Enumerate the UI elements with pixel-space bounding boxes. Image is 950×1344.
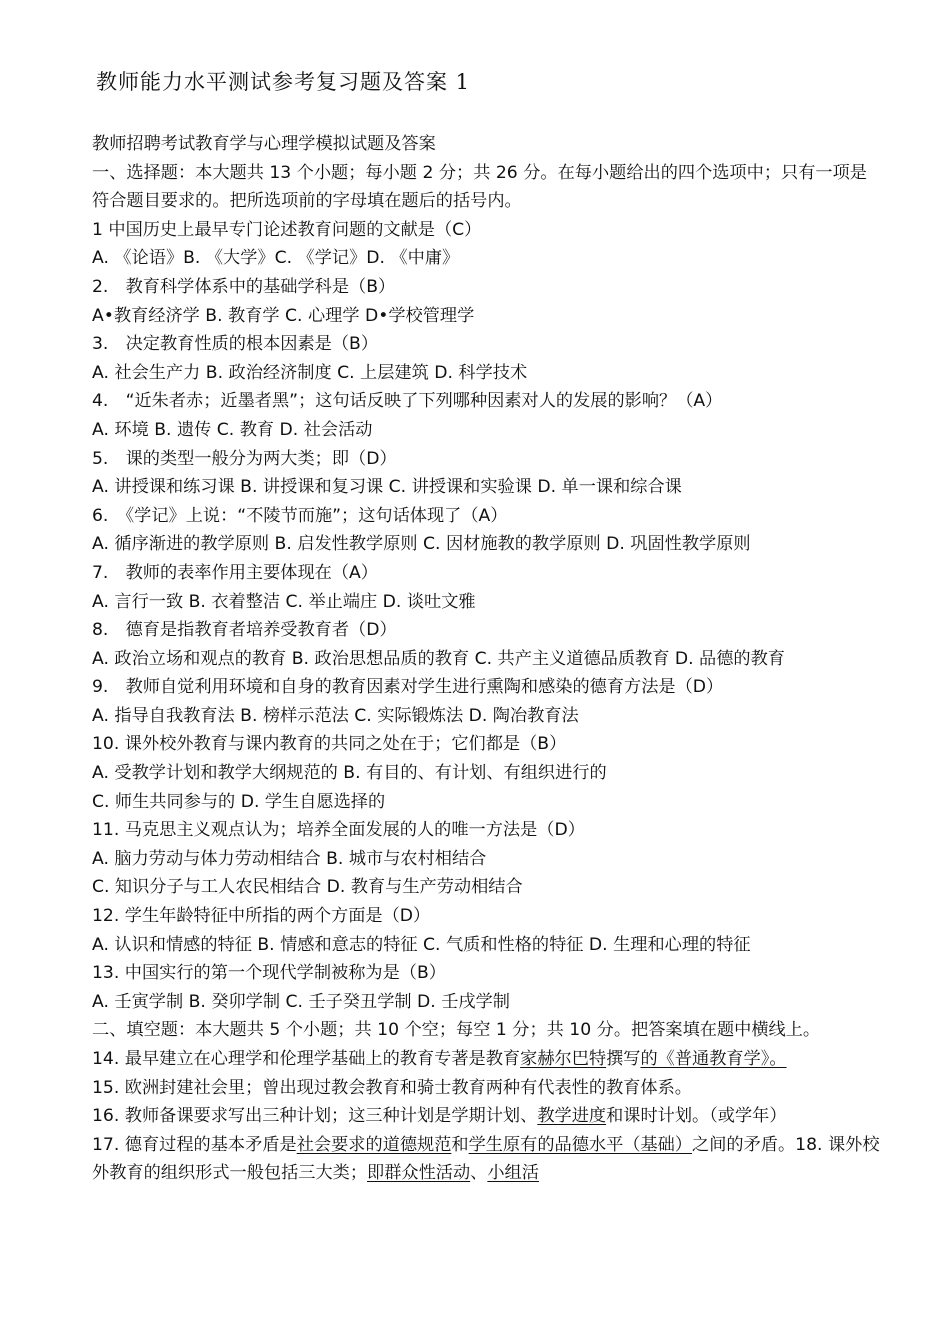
- question-10: 10. 课外校外教育与课内教育的共同之处在于；它们都是（B）: [92, 734, 567, 755]
- question-16-text-end: 和课时计划。（或学年）: [606, 1106, 787, 1127]
- question-13: 13. 中国实行的第一个现代学制被称为是（B）: [92, 963, 446, 984]
- question-15: 15. 欧洲封建社会里；曾出现过教会教育和骑士教育两种有代表性的教育体系。: [92, 1077, 692, 1098]
- answer-options-2: A•教育经济学 B. 教育学 C. 心理学 D•学校管理学: [92, 305, 475, 326]
- question-8: 8. 德育是指教育者培养受教育者（D）: [92, 620, 397, 641]
- question-17-text: 17. 德育过程的基本矛盾是: [92, 1134, 297, 1155]
- question-14-answer-2: 的《普通教育学》。: [640, 1049, 787, 1069]
- answer-options-13: A. 壬寅学制 B. 癸卯学制 C. 壬子癸丑学制 D. 壬戌学制: [92, 991, 510, 1012]
- question-14-text-mid: 撰写: [606, 1049, 641, 1069]
- answer-options-12: A. 认识和情感的特征 B. 情感和意志的特征 C. 气质和性格的特征 D. 生理和心理的特征: [92, 934, 751, 955]
- question-16-text: 16. 教师备课要求写出三种计划；这三种计划是学期计划、: [92, 1106, 538, 1127]
- question-1: 1 中国历史上最早专门论述教育问题的文献是（C）: [92, 219, 482, 240]
- question-18-text-mid: 、: [470, 1163, 488, 1184]
- question-3: 3. 决定教育性质的根本因素是（B）: [92, 334, 379, 355]
- answer-options-10a: A. 受教学计划和教学大纲规范的 B. 有目的、有计划、有组织进行的: [92, 763, 607, 784]
- question-2: 2. 教育科学体系中的基础学科是（B）: [92, 276, 396, 297]
- question-5: 5. 课的类型一般分为两大类；即（D）: [92, 448, 397, 469]
- question-14-text: 14. 最早建立在心理学和伦理学基础上的教育专著是教育: [92, 1049, 521, 1069]
- question-16-answer: 教学进度: [537, 1106, 607, 1127]
- answer-options-10b: C. 师生共同参与的 D. 学生自愿选择的: [92, 791, 386, 812]
- question-17-text-mid: 和: [451, 1134, 469, 1155]
- question-17-18: [92, 1131, 882, 1188]
- question-12: 12. 学生年龄特征中所指的两个方面是（D）: [92, 906, 431, 927]
- answer-options-8: A. 政治立场和观点的教育 B. 政治思想品质的教育 C. 共产主义道德品质教育 D. 品德的教育: [92, 648, 785, 669]
- question-18-answer-2: 小组活: [487, 1163, 539, 1184]
- question-14-answer-1: 家赫尔巴特: [520, 1049, 607, 1069]
- question-18-answer-1: 即群众性活动: [367, 1163, 471, 1184]
- question-7: 7. 教师的表率作用主要体现在（A）: [92, 562, 378, 583]
- answer-options-4: A. 环境 B. 遗传 C. 教育 D. 社会活动: [92, 419, 373, 440]
- section-1-instructions: 一、选择题：本大题共 13 个小题；每小题 2 分；共 26 分。在每小题给出的四个选项中；只有一项是符合题目要求的。把所选项前的字母填在题后的括号内。: [92, 162, 867, 212]
- question-18-text: 之间的矛盾。18. 课外校外教育的组织形式一般包括三大类；: [92, 1134, 880, 1184]
- question-14: [92, 1045, 882, 1074]
- document-body: [92, 130, 882, 1188]
- question-17-answer-2: 学生原有的品德水平（基础）: [468, 1134, 693, 1155]
- answer-options-11a: A. 脑力劳动与体力劳动相结合 B. 城市与农村相结合: [92, 848, 487, 869]
- document-subtitle: 教师招聘考试教育学与心理学模拟试题及答案: [92, 134, 436, 154]
- section-2-instructions: 二、填空题：本大题共 5 个小题；共 10 个空；每空 1 分；共 10 分。把答案填在题中横线上。: [92, 1020, 821, 1041]
- document-title: 教师能力水平测试参考复习题及答案 1: [96, 70, 471, 94]
- answer-options-7: A. 言行一致 B. 衣着整洁 C. 举止端庄 D. 谈吐文雅: [92, 591, 476, 612]
- answer-options-1: A. 《论语》B. 《大学》C. 《学记》D. 《中庸》: [92, 248, 460, 269]
- question-11: 11. 马克思主义观点认为；培养全面发展的人的唯一方法是（D）: [92, 820, 585, 841]
- answer-options-6: A. 循序渐进的教学原则 B. 启发性教学原则 C. 因材施教的教学原则 D. 巩固性教学原则: [92, 534, 751, 555]
- question-4: 4. “近朱者赤；近墨者黑”；这句话反映了下列哪种因素对人的发展的影响？（A）: [92, 391, 723, 412]
- answer-options-5: A. 讲授课和练习课 B. 讲授课和复习课 C. 讲授课和实验课 D. 单一课和综合课: [92, 477, 682, 498]
- answer-options-3: A. 社会生产力 B. 政治经济制度 C. 上层建筑 D. 科学技术: [92, 362, 528, 383]
- question-6: 6. 《学记》上说：“不陵节而施”；这句话体现了（A）: [92, 505, 508, 526]
- question-9: 9. 教师自觉利用环境和自身的教育因素对学生进行熏陶和感染的德育方法是（D）: [92, 677, 724, 698]
- question-17-answer-1: 社会要求的道德规范: [296, 1134, 452, 1155]
- answer-options-11b: C. 知识分子与工人农民相结合 D. 教育与生产劳动相结合: [92, 877, 523, 898]
- answer-options-9: A. 指导自我教育法 B. 榜样示范法 C. 实际锻炼法 D. 陶冶教育法: [92, 705, 579, 726]
- question-16: [92, 1102, 882, 1131]
